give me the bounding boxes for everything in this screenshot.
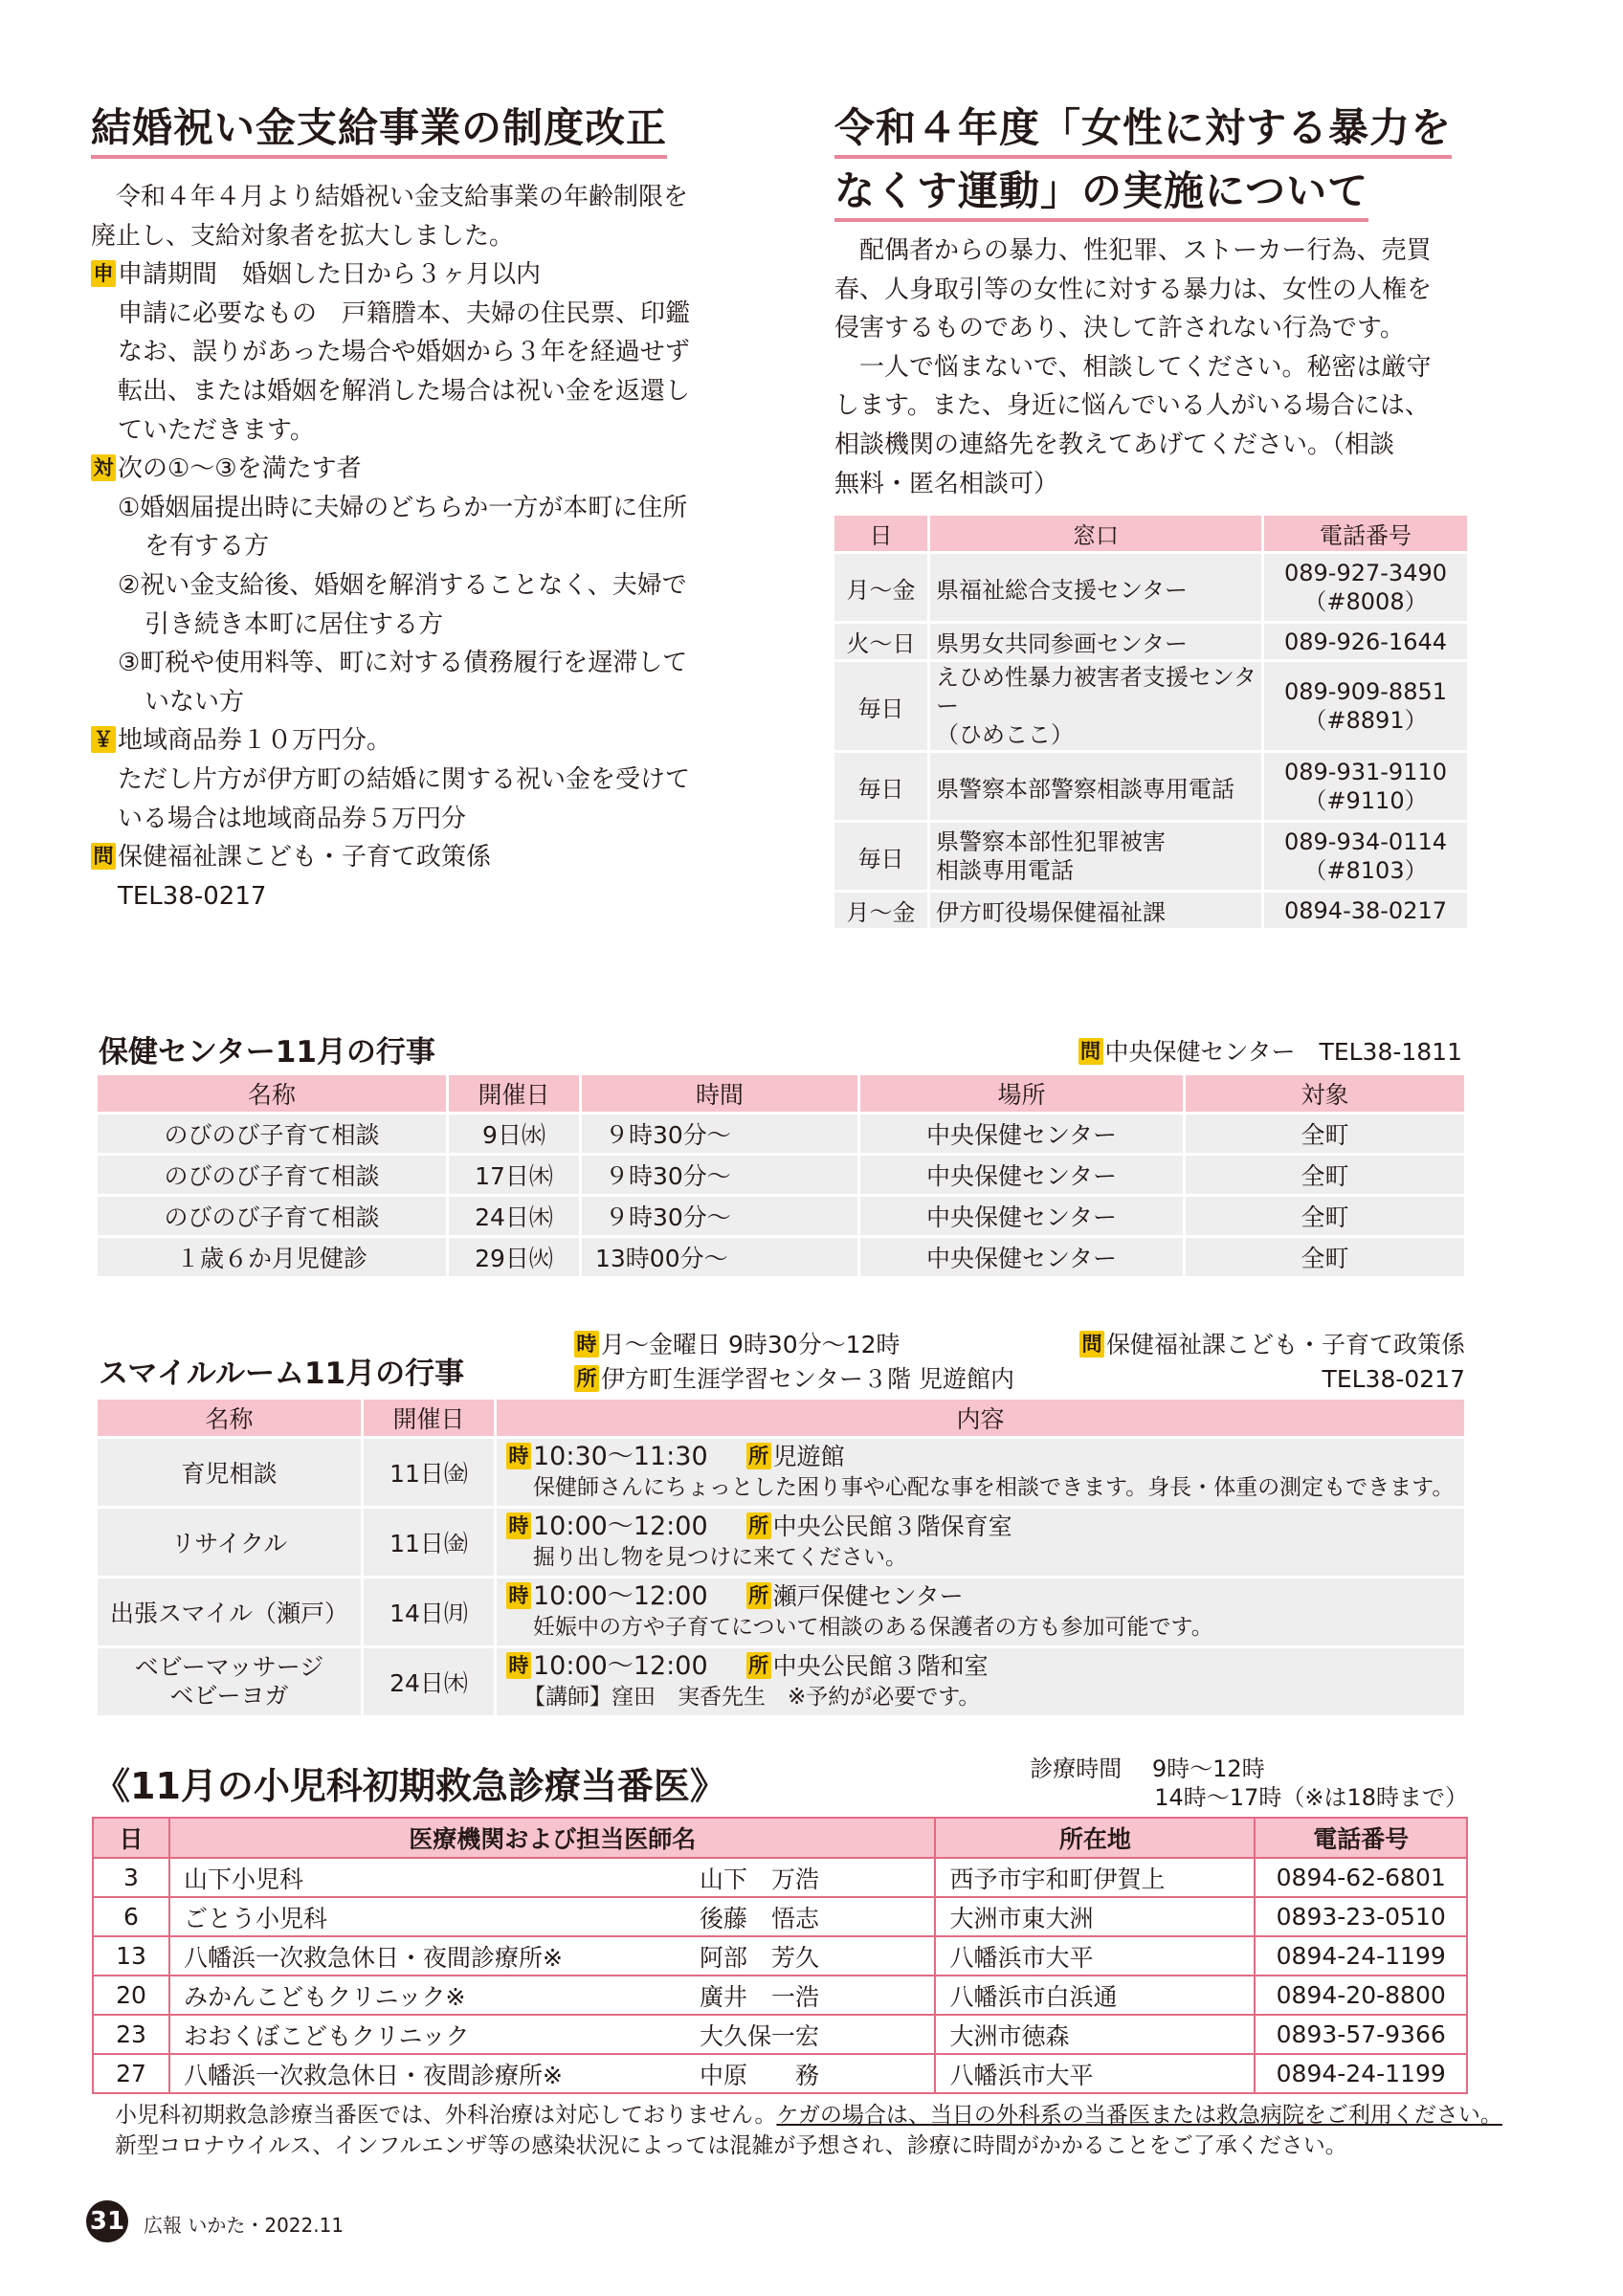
ped-doctor: 中原 務 [692, 2054, 935, 2093]
hc-time: 13時00分～ [582, 1238, 857, 1276]
consult-office: 県福祉総合支援センター [930, 554, 1261, 621]
table-row [98, 1115, 1464, 1153]
target-line: いない方 [145, 687, 245, 717]
ped-tel: 0894-62-6801 [1255, 1858, 1467, 1897]
apply-line: 申請期間 婚姻した日から３ヶ月以内 [118, 260, 542, 290]
table-row [98, 1648, 1464, 1715]
target-badge: 対 [91, 454, 116, 481]
smile-room-info [574, 1328, 1014, 1397]
table-row [93, 1936, 1467, 1976]
sr-place: 児遊館 [772, 1443, 845, 1470]
table-row [93, 1858, 1467, 1897]
pediatric-note-underlined: ケガの場合は、当日の外科系の当番医または救急病院をご利用ください。 [776, 2103, 1502, 2128]
ped-location: 大洲市東大洲 [935, 1897, 1255, 1936]
left-article-title: 結婚祝い金支給事業の制度改正 [91, 103, 667, 159]
place-badge: 所 [746, 1443, 771, 1469]
consult-tel: 089-926-1644 [1264, 624, 1467, 659]
footer-text: 広報 いかた・2022.11 [144, 2214, 345, 2237]
ped-location: 八幡浜市大平 [935, 1936, 1255, 1976]
page-number: 31 [86, 2200, 128, 2242]
money-badge: ￥ [91, 726, 116, 753]
body-line: 無料・匿名相談可） [834, 469, 1059, 498]
sr-date: 24日㈭ [364, 1648, 494, 1715]
pediatric-note: 新型コロナウイルス、インフルエンザ等の感染状況によっては混雑が予想され、診療に時間がかかることをご了承ください。 [115, 2133, 1347, 2158]
ped-location: 大洲市徳森 [935, 2015, 1255, 2054]
sr-name: リサイクル [98, 1509, 361, 1576]
left-article [91, 103, 667, 159]
contact-badge: 問 [1079, 1331, 1104, 1358]
time-badge: 時 [574, 1331, 599, 1358]
consult-day: 火～日 [834, 624, 927, 659]
ped-doctor: 後藤 悟志 [692, 1897, 935, 1936]
target-line: ①婚姻届提出時に夫婦のどちらか一方が本町に住所 [118, 493, 688, 522]
left-article-body [91, 178, 732, 916]
ped-doctor: 大久保一宏 [692, 2015, 935, 2054]
hc-target: 全町 [1186, 1197, 1464, 1235]
consult-tel: 089-927-3490 [1283, 560, 1447, 586]
body-line: します。また、身近に悩んでいる人がいる場合には、 [834, 391, 1430, 421]
pediatric-hours-line: 14時～17時（※は18時まで） [1154, 1784, 1468, 1811]
place-badge: 所 [746, 1582, 771, 1609]
ped-tel: 0894-20-8800 [1255, 1976, 1467, 2015]
table-row [834, 554, 1467, 621]
hc-place: 中央保健センター [860, 1156, 1183, 1194]
consult-tel: 089-934-0114 [1283, 828, 1447, 855]
apply-line: 申請に必要なもの 戸籍謄本、夫婦の住民票、印鑑 [118, 298, 691, 328]
consult-day: 毎日 [834, 662, 927, 750]
pediatric-table [92, 1817, 1468, 2094]
consult-tel: 0894-38-0217 [1264, 893, 1467, 928]
intro-line: 廃止し、支給対象者を拡大しました。 [91, 221, 515, 251]
time-badge: 時 [506, 1652, 531, 1679]
ped-day: 3 [93, 1858, 169, 1897]
consult-office: 県警察本部警察相談専用電話 [930, 753, 1261, 820]
time-badge: 時 [506, 1443, 531, 1469]
right-article-body [834, 232, 1476, 503]
sr-date: 14日㈪ [364, 1578, 494, 1645]
smile-room-contact [1079, 1328, 1465, 1397]
hc-date: 24日㈭ [449, 1197, 579, 1235]
table-row [98, 1197, 1464, 1235]
money-line: 地域商品券１０万円分。 [118, 726, 392, 756]
table-row [834, 624, 1467, 659]
right-article [834, 103, 1452, 222]
hc-header: 時間 [582, 1075, 857, 1112]
pediatric-title: 《11月の小児科初期救急診療当番医》 [94, 1765, 726, 1807]
smile-room-time: 月～金曜日 9時30分～12時 [601, 1331, 900, 1358]
hc-header: 対象 [1186, 1075, 1464, 1112]
sr-date: 11日㈮ [364, 1509, 494, 1576]
ped-location: 西予市宇和町伊賀上 [935, 1858, 1255, 1897]
ped-day: 23 [93, 2015, 169, 2054]
table-row [98, 1439, 1464, 1506]
right-article-title-line2: なくす運動」の実施について [834, 166, 1368, 222]
hc-time: ９時30分～ [582, 1156, 857, 1194]
consult-tel-short: （#8008） [1303, 588, 1428, 615]
table-row [98, 1578, 1464, 1645]
sr-time: 10:30～11:30 [533, 1442, 708, 1471]
hc-date: 17日㈭ [449, 1156, 579, 1194]
time-badge: 時 [506, 1512, 531, 1539]
body-line: 配偶者からの暴力、性犯罪、ストーカー行為、売買 [859, 236, 1432, 265]
consult-day: 月～金 [834, 893, 927, 928]
consult-office: （ひめここ） [936, 721, 1074, 748]
smile-room-place: 伊方町生涯学習センター３階 児遊館内 [601, 1365, 1014, 1393]
apply-line: ていただきます。 [118, 415, 315, 445]
consult-day: 毎日 [834, 823, 927, 890]
smile-room-contact-tel: TEL38-0217 [1322, 1365, 1465, 1393]
ped-clinic: 山下小児科 [169, 1858, 692, 1897]
sr-name: ベビーヨガ [169, 1682, 289, 1710]
consult-tel-short: （#8891） [1303, 707, 1428, 734]
sr-header: 内容 [497, 1400, 1464, 1436]
body-line: 一人で悩まないで、相談してください。秘密は厳守 [859, 352, 1432, 382]
ped-header: 電話番号 [1255, 1818, 1467, 1858]
sr-desc: 保健師さんにちょっとした困り事や心配な事を相談できます。身長・体重の測定もできます。 [533, 1475, 1455, 1500]
consult-tel: 089-909-8851 [1283, 678, 1447, 705]
contact-line: TEL38-0217 [118, 881, 267, 911]
health-center-contact [1078, 1033, 1462, 1068]
target-line: ③町税や使用料等、町に対する債務履行を遅滞して [118, 649, 688, 678]
hc-header: 名称 [98, 1075, 446, 1112]
time-badge: 時 [506, 1582, 531, 1609]
ped-clinic: みかんこどもクリニック※ [169, 1976, 692, 2015]
target-line: 引き続き本町に居住する方 [145, 609, 444, 639]
consult-tel-short: （#8103） [1303, 857, 1428, 884]
consult-office: 県警察本部性犯罪被害 [936, 828, 1166, 855]
sr-time: 10:00～12:00 [533, 1512, 708, 1541]
ped-location: 八幡浜市大平 [935, 2054, 1255, 2093]
sr-desc: 【講師】窪田 実香先生 ※予約が必要です。 [523, 1685, 981, 1710]
ped-doctor: 廣井 一浩 [692, 1976, 935, 2015]
hc-date: 9日㈬ [449, 1115, 579, 1153]
table-row [834, 823, 1467, 890]
sr-name: 出張スマイル（瀬戸） [98, 1578, 361, 1645]
consult-header: 日 [834, 516, 927, 551]
hc-name: のびのび子育て相談 [98, 1156, 446, 1194]
consult-header: 電話番号 [1264, 516, 1467, 551]
hc-target: 全町 [1186, 1238, 1464, 1276]
health-center-title: 保健センター11月の行事 [99, 1035, 435, 1070]
table-row [98, 1238, 1464, 1276]
money-line: ただし片方が伊方町の結婚に関する祝い金を受けて [118, 764, 691, 794]
apply-line: 転出、または婚姻を解消した場合は祝い金を返還し [118, 376, 691, 406]
ped-day: 20 [93, 1976, 169, 2015]
ped-clinic: おおくぼこどもクリニック [169, 2015, 692, 2054]
contact-badge: 問 [91, 843, 116, 870]
ped-day: 27 [93, 2054, 169, 2093]
pediatric-hours [1030, 1755, 1468, 1812]
target-line: 次の①～③を満たす者 [118, 454, 362, 484]
ped-doctor: 阿部 芳久 [692, 1936, 935, 1976]
hc-target: 全町 [1186, 1115, 1464, 1153]
ped-doctor: 山下 万浩 [692, 1858, 935, 1897]
consult-office: 伊方町役場保健福祉課 [930, 893, 1261, 928]
sr-name: 育児相談 [98, 1439, 361, 1506]
pediatric-hours-line: 診療時間 9時～12時 [1030, 1755, 1265, 1782]
sr-header: 開催日 [364, 1400, 494, 1436]
ped-clinic: ごとう小児科 [169, 1897, 692, 1936]
body-line: 相談機関の連絡先を教えてあげてください。（相談 [834, 430, 1395, 459]
consult-tel: 089-931-9110 [1283, 759, 1447, 785]
ped-header: 所在地 [935, 1818, 1255, 1858]
ped-tel: 0893-57-9366 [1255, 2015, 1467, 2054]
ped-clinic: 八幡浜一次救急休日・夜間診療所※ [169, 2054, 692, 2093]
pediatric-notes [115, 2100, 1502, 2161]
table-row [834, 662, 1467, 750]
place-badge: 所 [574, 1365, 599, 1392]
sr-desc: 掘り出し物を見つけに来てください。 [533, 1545, 907, 1570]
hc-place: 中央保健センター [860, 1115, 1183, 1153]
consult-day: 毎日 [834, 753, 927, 820]
intro-line: 令和４年４月より結婚祝い金支給事業の年齢制限を [116, 183, 689, 211]
consult-tel-short: （#9110） [1303, 787, 1428, 814]
consult-office: えひめ性暴力被害者支援センター [936, 664, 1257, 719]
target-line: を有する方 [145, 532, 270, 562]
hc-target: 全町 [1186, 1156, 1464, 1194]
ped-tel: 0894-24-1199 [1255, 2054, 1467, 2093]
table-row [98, 1509, 1464, 1576]
apply-badge: 申 [91, 260, 116, 287]
consult-table [832, 513, 1470, 931]
smile-room-title: スマイルルーム11月の行事 [99, 1357, 465, 1391]
hc-time: ９時30分～ [582, 1115, 857, 1153]
sr-place: 中央公民館３階保育室 [772, 1512, 1012, 1540]
table-row [834, 893, 1467, 928]
smile-room-table [95, 1397, 1467, 1718]
hc-name: のびのび子育て相談 [98, 1115, 446, 1153]
consult-office: 県男女共同参画センター [930, 624, 1261, 659]
ped-tel: 0894-24-1199 [1255, 1936, 1467, 1976]
sr-time: 10:00～12:00 [533, 1581, 708, 1611]
contact-line: 保健福祉課こども・子育て政策係 [118, 843, 492, 872]
place-badge: 所 [746, 1652, 771, 1679]
place-badge: 所 [746, 1512, 771, 1539]
table-row [93, 1897, 1467, 1936]
sr-time: 10:00～12:00 [533, 1651, 708, 1681]
apply-line: なお、誤りがあった場合や婚姻から３年を経過せず [118, 338, 690, 367]
consult-office: 相談専用電話 [936, 857, 1074, 884]
ped-clinic: 八幡浜一次救急休日・夜間診療所※ [169, 1936, 692, 1976]
sr-date: 11日㈮ [364, 1439, 494, 1506]
hc-place: 中央保健センター [860, 1238, 1183, 1276]
sr-desc: 妊娠中の方や子育てについて相談のある保護者の方も参加可能です。 [533, 1615, 1213, 1640]
money-line: いる場合は地域商品券５万円分 [118, 804, 467, 833]
ped-header: 医療機関および担当医師名 [169, 1818, 935, 1858]
hc-name: のびのび子育て相談 [98, 1197, 446, 1235]
ped-location: 八幡浜市白浜通 [935, 1976, 1255, 2015]
table-row [93, 1976, 1467, 2015]
hc-name: １歳６か月児健診 [98, 1238, 446, 1276]
table-row [98, 1156, 1464, 1194]
sr-header: 名称 [98, 1400, 361, 1436]
table-row [93, 2015, 1467, 2054]
sr-place: 瀬戸保健センター [772, 1582, 964, 1610]
consult-day: 月～金 [834, 554, 927, 621]
hc-date: 29日㈫ [449, 1238, 579, 1276]
ped-day: 13 [93, 1936, 169, 1976]
pediatric-note: 小児科初期救急診療当番医では、外科治療は対応しておりません。 [115, 2103, 777, 2128]
table-row [834, 753, 1467, 820]
hc-header: 開催日 [449, 1075, 579, 1112]
smile-room-contact-text: 保健福祉課こども・子育て政策係 [1105, 1331, 1465, 1358]
health-center-table [95, 1072, 1467, 1279]
right-article-title-line1: 令和４年度「女性に対する暴力を [834, 103, 1452, 159]
body-line: 春、人身取引等の女性に対する暴力は、女性の人権を [834, 275, 1433, 304]
body-line: 侵害するものであり、決して許されない行為です。 [834, 314, 1405, 343]
health-center-contact-text: 中央保健センター TEL38-1811 [1104, 1038, 1462, 1066]
sr-place: 中央公民館３階和室 [772, 1652, 989, 1680]
ped-header: 日 [93, 1818, 169, 1858]
table-row [93, 2054, 1467, 2093]
ped-day: 6 [93, 1897, 169, 1936]
consult-header: 窓口 [930, 516, 1261, 551]
hc-header: 場所 [860, 1075, 1183, 1112]
hc-place: 中央保健センター [860, 1197, 1183, 1235]
sr-name: ベビーマッサージ [134, 1653, 324, 1681]
hc-time: ９時30分～ [582, 1197, 857, 1235]
ped-tel: 0893-23-0510 [1255, 1897, 1467, 1936]
target-line: ②祝い金支給後、婚姻を解消することなく、夫婦で [118, 570, 687, 600]
contact-badge: 問 [1078, 1038, 1103, 1065]
